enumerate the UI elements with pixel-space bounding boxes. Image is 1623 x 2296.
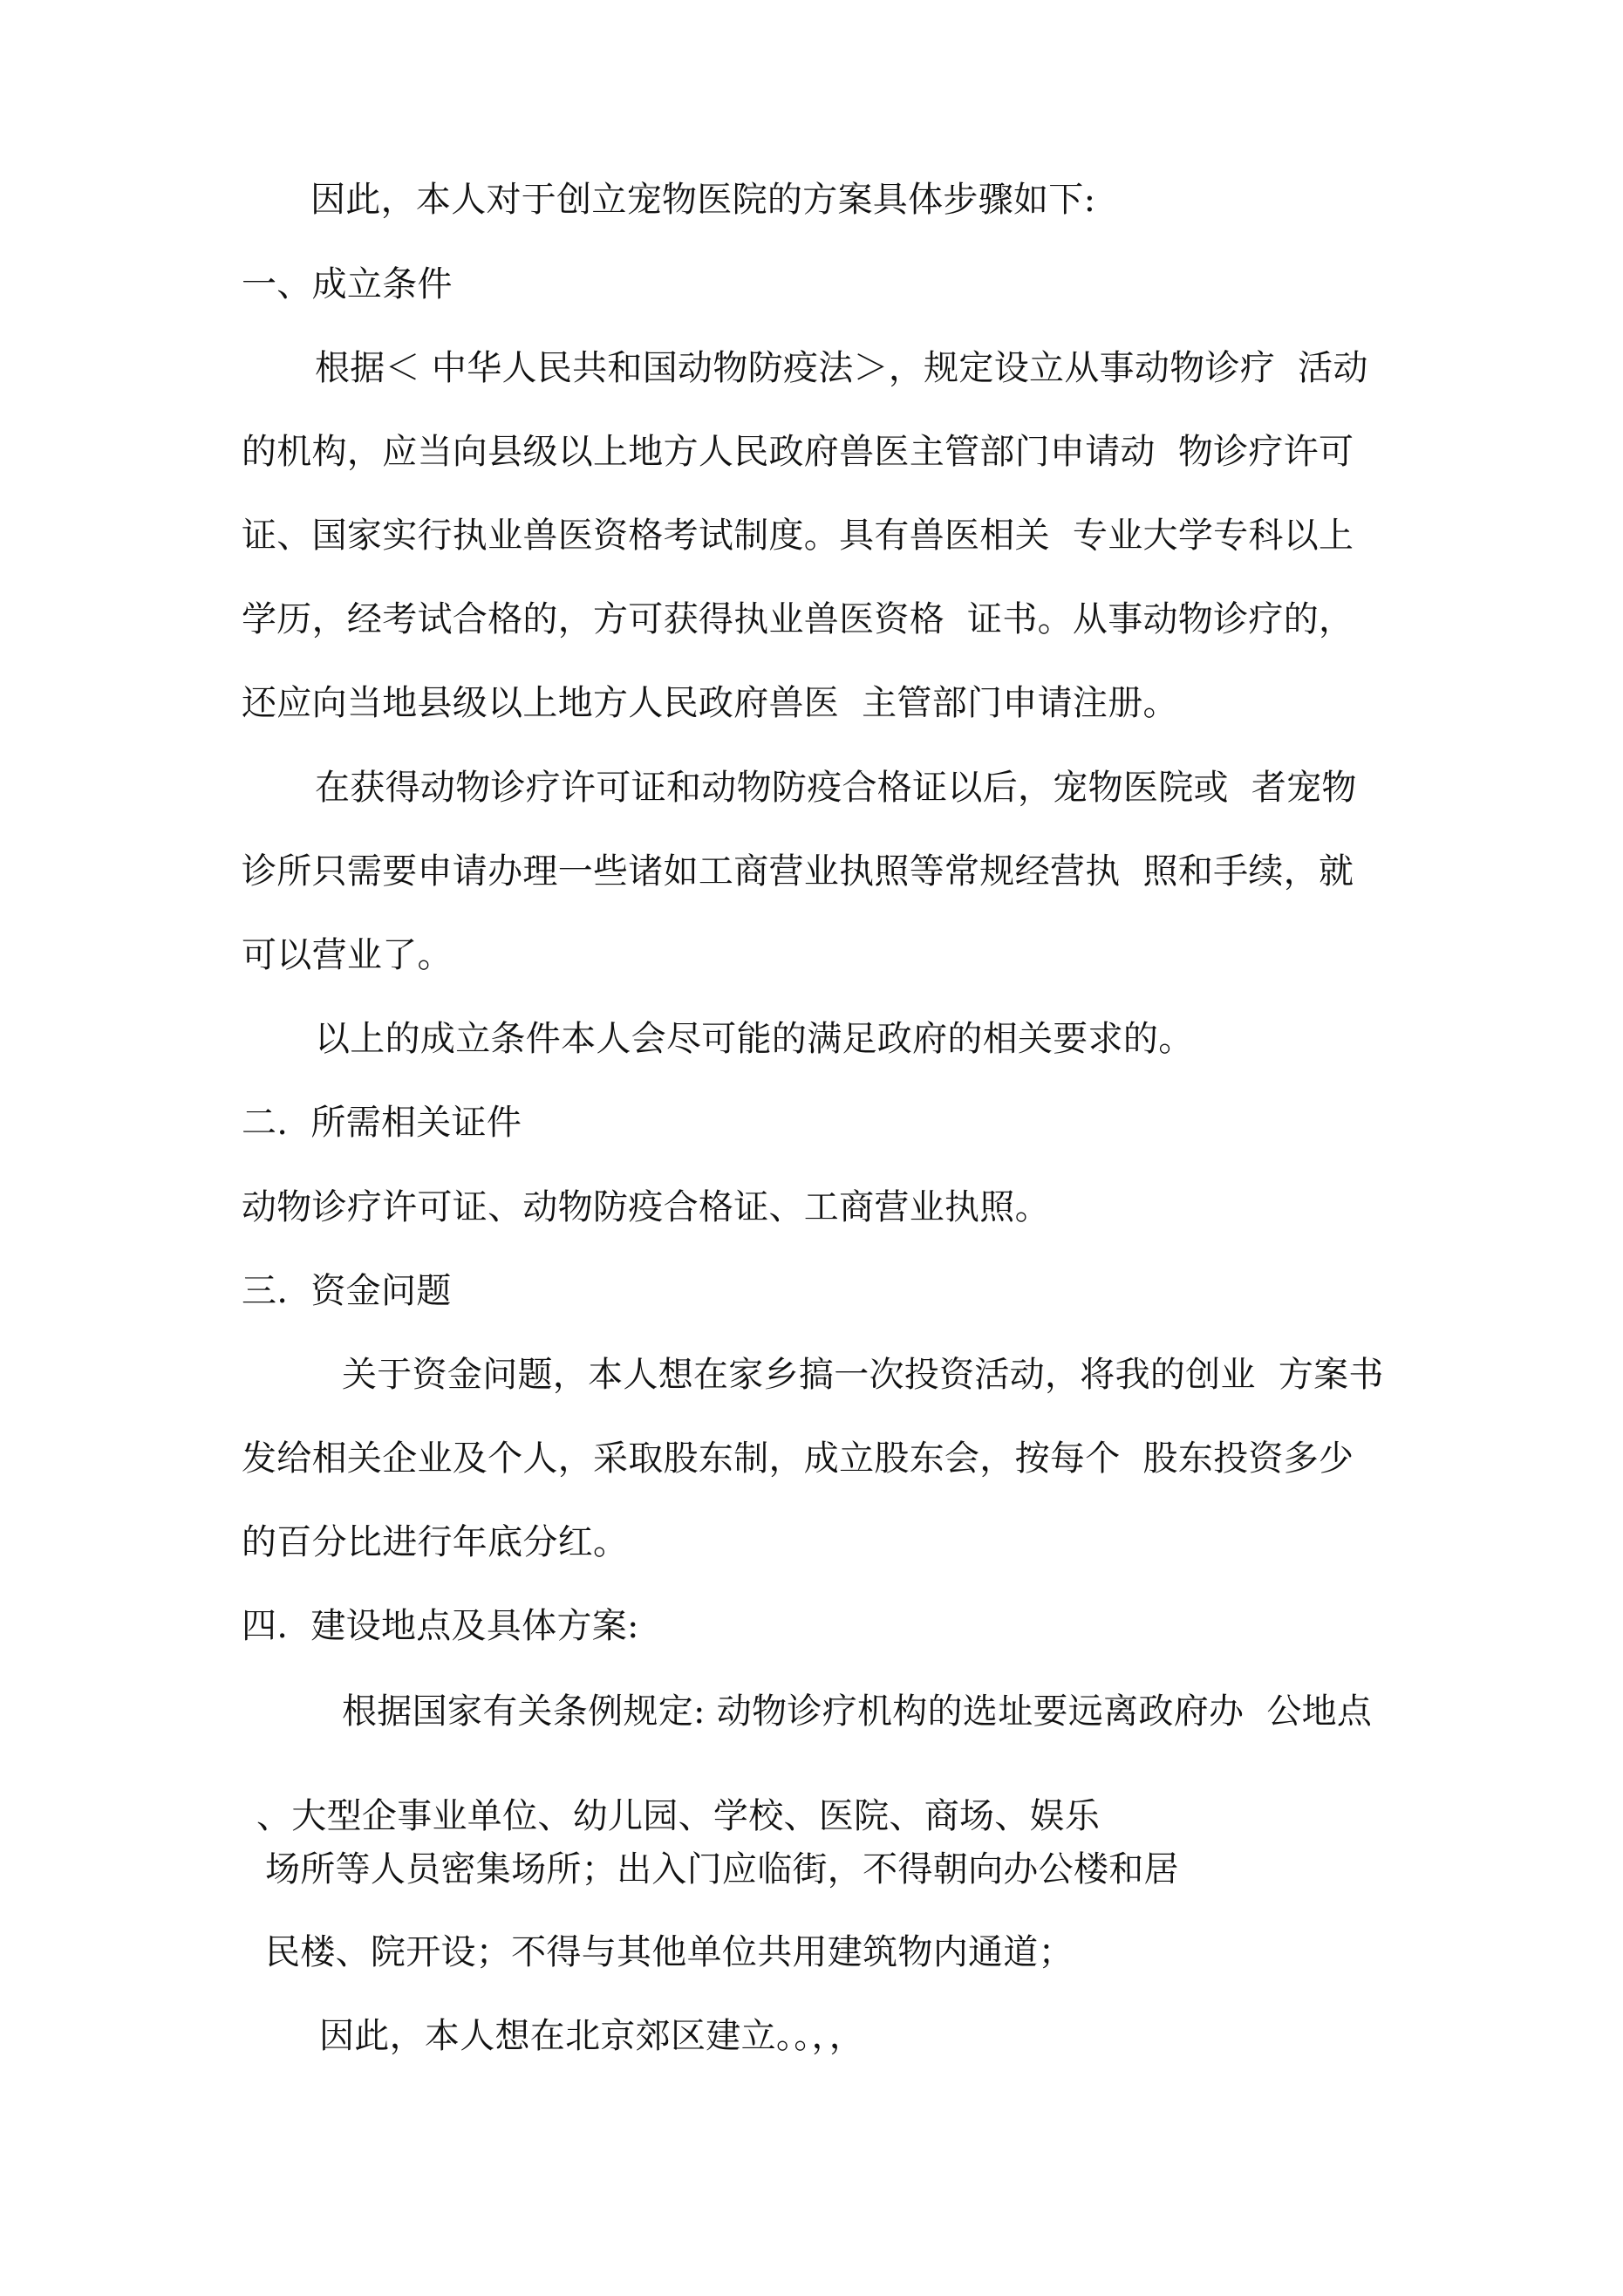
section-1-paragraph-2-line-3: 可以营业了。	[242, 935, 453, 975]
section-4-paragraph-line-5: 因此，本人想在北京郊区建立。。，，	[319, 2016, 865, 2056]
section-3-paragraph-line-2: 发给相关企业及个人，采取股东制，成立股东会，按每个 股东投资多少	[242, 1438, 1354, 1479]
section-3-heading: 三. 资金问题	[242, 1271, 452, 1311]
section-1-paragraph-1-line-2: 的机构，应当向县级以上地方人民政府兽医主管部门申请动 物诊疗许可	[242, 432, 1354, 472]
section-3-paragraph-line-1: 关于资金问题，本人想在家乡搞一次投资活动，将我的创业 方案书	[342, 1355, 1384, 1395]
section-1-heading: 一、成立条件	[242, 264, 453, 304]
section-3-paragraph-line-3: 的百分比进行年底分红。	[242, 1522, 629, 1562]
section-1-paragraph-3: 以上的成立条件本人会尽可能的满足政府的相关要求的。	[315, 1019, 1194, 1059]
section-1-paragraph-2-line-2: 诊所只需要申请办理一些诸如工商营业执照等常规经营执 照和手续，就	[242, 851, 1354, 892]
section-1-paragraph-1-line-1: 根据＜ 中华人民共和国动物防疫法＞，规定设立从事动物诊疗 活动	[315, 348, 1368, 388]
section-2-heading: 二. 所需相关证件	[242, 1103, 522, 1143]
section-2-body: 动物诊疗许可证、动物防疫合格证、工商营业执照。	[242, 1187, 1050, 1227]
section-4-paragraph-line-3: 场所等人员密集场所；出入门应临街，不得朝向办公楼和居	[265, 1849, 1179, 1889]
section-1-paragraph-1-line-4: 学历，经考试合格的，方可获得执业兽医资格 证书。从事动物诊疗的，	[242, 599, 1354, 639]
section-4-heading: 四. 建设地点及具体方案:	[242, 1606, 639, 1646]
section-4-paragraph-line-4: 民楼、院开设；不得与其他单位共用建筑物内通道；	[265, 1932, 1074, 1972]
section-4-paragraph-line-1: 根据国家有关条例规定: 动物诊疗机构的选址要远离政府办 公地点	[342, 1691, 1373, 1732]
section-1-paragraph-2-line-1: 在获得动物诊疗许可证和动物防疫合格证以后，宠物医院或 者宠物	[315, 768, 1357, 808]
section-1-paragraph-1-line-3: 证、国家实行执业兽医资格考试制度。具有兽医相关 专业大学专科以上	[242, 516, 1354, 556]
intro-paragraph: 因此，本人对于创立宠物医院的方案具体步骤如下:	[310, 180, 1096, 220]
section-1-paragraph-1-line-5: 还应向当地县级以上地方人民政府兽医 主管部门申请注册。	[242, 683, 1178, 723]
section-4-paragraph-line-2: 、大型企事业单位、幼儿园、学校、医院、商场、娱乐	[256, 1796, 1101, 1836]
